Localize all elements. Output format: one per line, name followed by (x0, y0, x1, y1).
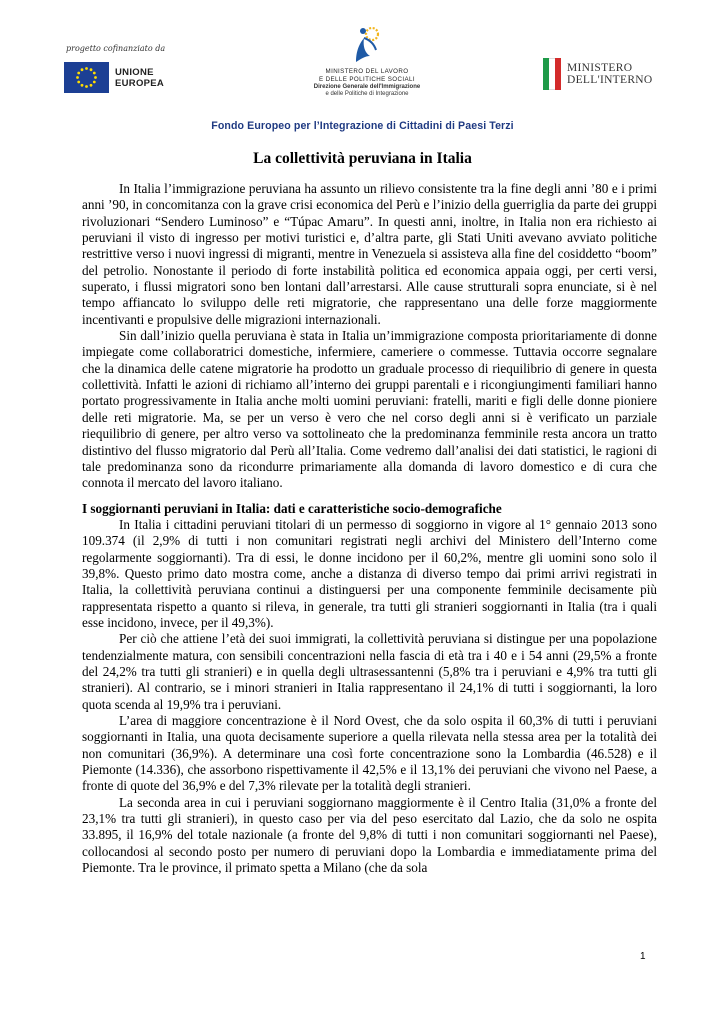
ministry-labour-line1: MINISTERO DEL LAVORO (325, 68, 409, 75)
eu-logo-row (64, 62, 214, 93)
paragraph-intro-2: Sin dall’inizio quella peruviana è stata in Italia un’immigrazione composta prioritariamente di donne impiegate come collaboratrici domestiche, infermiere, cameriere o commesse. Tuttavia occorre segnalare che la dinamica delle catene migratorie ha prodotto un graduale processo di riequilibrio di genere in questa collettività. Infatti le azioni di richiamo all’interno dei gruppi parentali e i ricongiungimenti familiari hanno portato progressivamente in Italia anche molti uomini peruviani: fratelli, mariti e figli delle donne pioniere delle reti migratorie. Ma, se per un verso è vero che nel corso degli anni si è verificato un parziale riequilibrio di genere, per altro verso va sottolineato che la predominanza femminile resta ancora un tratto distintivo del flusso migratorio dal Perù all’Italia. Come vedremo dall’analisi dei dati statistici, le ragioni di tale predominanza sono da ricondurre primariamente alla domanda di lavoro domestico e di cura che connota il mercato del lavoro italiano. (82, 328, 657, 491)
eu-name-line1: UNIONE (115, 66, 154, 78)
ministry-labour-block (272, 26, 462, 98)
ministry-interior-block (543, 58, 653, 90)
paragraph-section-4: La seconda area in cui i peruviani soggiornano maggiormente è il Centro Italia (31,0% a fronte del 23,1% tra tutti gli stranieri), in questo caso per via del peso esercitato dal Lazio, che da solo ne ospita 33.895, il 16,9% del totale nazionale (a fronte del 9,8% di tutti i non comunitari soggiornanti nel Paese), collocandosi al secondo posto per numero di peruviani dopo la Lombardia e immediatamente prima del Piemonte. Tra le province, il primato spetta a Milano (che da sola (82, 794, 657, 876)
ministry-labour-dept-line2: e delle Politiche di Integrazione (325, 91, 409, 97)
eu-name-line2: EUROPEA (115, 77, 165, 89)
eu-name (115, 67, 164, 89)
ministry-interior-line1: MINISTERO (567, 62, 633, 74)
fund-title: Fondo Europeo per l’Integrazione di Cittadini di Paesi Terzi (211, 120, 514, 132)
ministry-interior-name (567, 62, 653, 86)
eu-cofinancing-block (64, 44, 214, 93)
ministry-labour-name (272, 68, 462, 84)
paragraph-section-1: In Italia i cittadini peruviani titolari di un permesso di soggiorno in vigore al 1° gennaio 2013 sono 109.374 (il 2,9% di tutti i non comunitari registrati negli archivi del Ministero dell’Interno come regolarmente soggiornanti). Tra di essi, le donne incidono per il 60,2%, mentre gli uomini sono solo il 39,8%. Questo primo dato mostra come, anche a distanza di diverso tempo dai primi arrivi registrati in Italia, la collettività peruviana continui a distinguersi per una componente femminile decisamente più rappresentata rispetto a quanto si rileva, in generale, tra tutti gli stranieri soggiornanti in Italia (tra i quali esse incidono, invece, per il 49,3%). (82, 516, 657, 630)
eu-flag-icon (64, 62, 109, 93)
eu-stars (76, 67, 97, 88)
paragraph-section-2: Per ciò che attiene l’età dei suoi immigrati, la collettività peruviana si distingue per una popolazione tendenzialmente matura, con sensibili concentrazioni nella fascia di età tra i 40 e i 54 anni (29,5% a fronte del 24,2% tra tutti gli stranieri) e in quella degli ultrasessantenni (5,8% tra i peruviani e 4,9% tra tutti gli stranieri). Al contrario, se i minori stranieri in Italia rappresentano il 24,1% di tutti i soggiornanti, la loro quota scenda al 19,9% tra i peruviani. (82, 631, 657, 712)
paragraph-intro-1: In Italia l’immigrazione peruviana ha assunto un rilievo consistente tra la fine degli anni ’80 e i primi anni ’90, in concomitanza con la grave crisi economica del Perù e l’inizio della guerriglia da parte dei gruppi rivoluzionari “Sendero Luminoso” e “Túpac Amaru”. In questi anni, inoltre, in Italia non era richiesto ai peruviani il visto di ingresso per motivi turistici e, d’altra parte, gli Stati Uniti avevano avviato politiche restrittive verso i nuovi ingressi di migranti, mentre in Venezuela si assisteva alla fine del cosiddetto “boom” del petrolio. Nonostante il periodo di forte instabilità politica ed economica appaia oggi, per certi versi, superato, i flussi migratori sono ben lontani dall’arrestarsi. Alle cause strutturali sopra enunciate, si è nel tempo affiancato lo sviluppo delle reti migratorie, che rappresentano una delle forze maggiormente incentivanti e propulsive delle migrazioni internazionali. (82, 181, 657, 327)
ministry-labour-logo-icon (350, 26, 384, 64)
page-number: 1 (640, 951, 646, 962)
ministry-labour-line2: E DELLE POLITICHE SOCIALI (319, 76, 415, 83)
ministry-interior-line2: DELL'INTERNO (567, 74, 653, 86)
ministry-labour-dept-line1: Direzione Generale dell'Immigrazione (313, 84, 421, 90)
paragraph-section-3: L’area di maggiore concentrazione è il Nord Ovest, che da solo ospita il 60,3% di tutti i peruviani soggiornanti in Italia, una quota decisamente superiore a quella rilevata nella stessa area per la totalità dei non comunitari (36,9%). A determinare una così forte concentrazione sono la Lombardia (46.528) e il Piemonte (14.336), che assorbono rispettivamente il 42,5% e il 13,1% dei peruviani che vivono nel Paese, a fronte di quote del 36,9% e del 7,3% rilevate per la totalità degli stranieri. (82, 713, 657, 794)
cofinance-caption: progetto cofinanziato da (66, 44, 166, 53)
document-title: La collettività peruviana in Italia (253, 150, 472, 167)
section-heading: I soggiornanti peruviani in Italia: dati e caratteristiche socio-demografiche (82, 500, 502, 516)
italian-flag-icon (543, 58, 561, 90)
document-body (82, 181, 657, 876)
italian-flag-red (555, 58, 561, 90)
